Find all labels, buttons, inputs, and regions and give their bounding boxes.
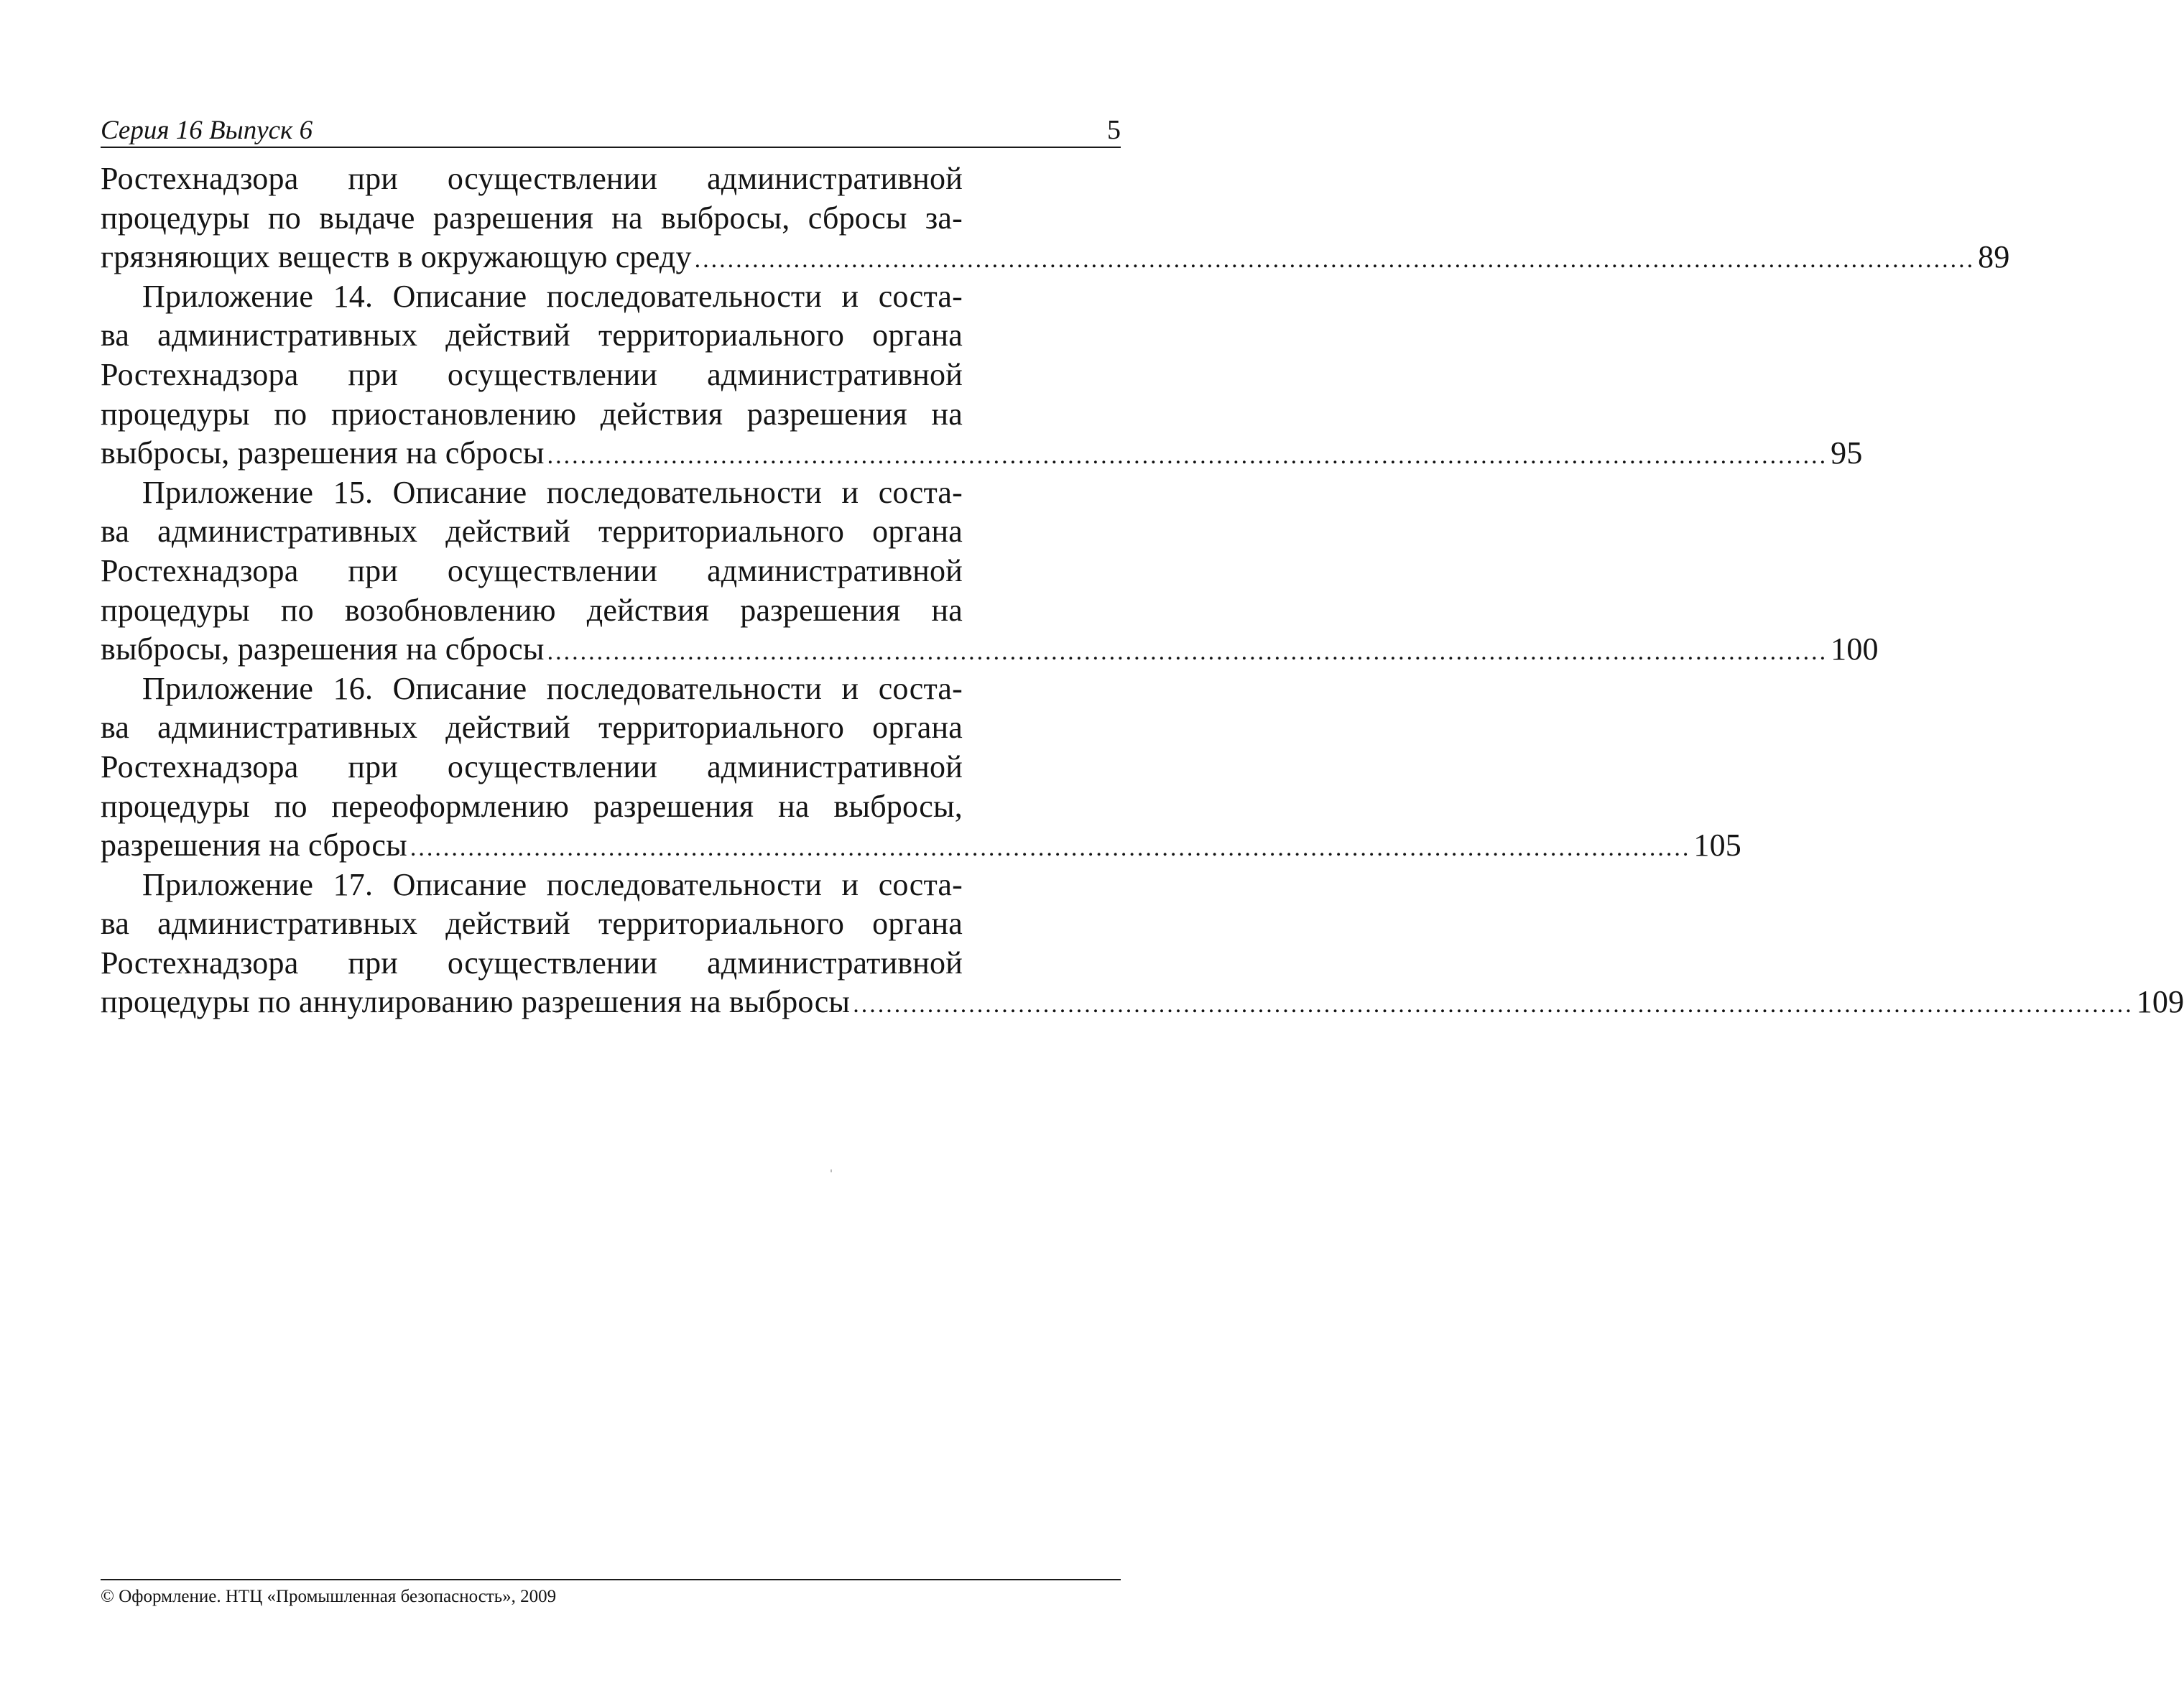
toc-line: Ростехнадзора при осуществлении административной: [101, 161, 963, 196]
toc-line: процедуры по аннулированию разрешения на выбросы: [101, 984, 851, 1020]
toc-line: ва административных действий территориального органа: [101, 710, 963, 746]
toc-entry: [101, 277, 1863, 473]
toc-entry: [101, 159, 2010, 277]
toc-line: ва административных действий территориального органа: [101, 906, 963, 942]
leader-dots: ...........................................................................................................................................................: [694, 246, 1976, 274]
toc-line: Ростехнадзора при осуществлении административной: [101, 945, 963, 981]
toc-line: Ростехнадзора при осуществлении административной: [101, 749, 963, 784]
leader-dots: ...........................................................................................................................................................: [547, 639, 1828, 666]
toc-last-line: [101, 983, 2184, 1022]
toc-line: процедуры по переоформлению разрешения на выбросы,: [101, 788, 963, 824]
toc-page-number: 109: [2136, 984, 2184, 1020]
toc-line: ва административных действий территориального органа: [101, 514, 963, 550]
leader-dots: ...........................................................................................................................................................: [853, 991, 2134, 1019]
page-number: 5: [1107, 115, 1121, 145]
series-title: Серия 16 Выпуск 6: [101, 116, 313, 145]
toc-line: Приложение 15. Описание последовательности и соста-: [142, 474, 963, 510]
toc-line: разрешения на сбросы: [101, 828, 407, 863]
toc-entry: [101, 669, 1742, 866]
toc-line: ва административных действий территориального органа: [101, 318, 963, 353]
toc-entry: [101, 473, 1879, 669]
toc-line: грязняющих веществ в окружающую среду: [101, 239, 692, 275]
toc-page-number: 100: [1831, 631, 1879, 667]
toc-line: Ростехнадзора при осуществлении административной: [101, 552, 963, 588]
toc-last-line: [101, 238, 2010, 277]
running-header: [101, 108, 1121, 148]
toc-last-line: [101, 434, 1863, 473]
toc-line: Приложение 14. Описание последовательности и соста-: [142, 278, 963, 314]
leader-dots: ...........................................................................................................................................................: [547, 442, 1828, 470]
toc-entry: [101, 866, 2184, 1022]
toc-last-line: [101, 826, 1742, 866]
table-of-contents: [101, 159, 2184, 1022]
toc-page-number: 95: [1831, 435, 1863, 471]
scan-speck: [830, 1169, 832, 1172]
toc-line: Приложение 16. Описание последовательности и соста-: [142, 670, 963, 706]
leader-dots: ...........................................................................................................................................................: [410, 835, 1691, 862]
toc-line: процедуры по выдаче разрешения на выбросы, сбросы за-: [101, 200, 963, 236]
copyright-text: © Оформление. НТЦ «Промышленная безопасность», 2009: [101, 1587, 557, 1606]
toc-line: процедуры по приостановлению действия разрешения на: [101, 396, 963, 432]
toc-line: Ростехнадзора при осуществлении административной: [101, 356, 963, 392]
toc-page-number: 105: [1693, 828, 1742, 863]
toc-line: выбросы, разрешения на сбросы: [101, 631, 545, 667]
footer: [101, 1579, 1121, 1608]
toc-line: Приложение 17. Описание последовательности и соста-: [142, 866, 963, 902]
toc-page-number: 89: [1978, 239, 2010, 275]
toc-last-line: [101, 630, 1879, 669]
toc-line: выбросы, разрешения на сбросы: [101, 435, 545, 471]
toc-line: процедуры по возобновлению действия разрешения на: [101, 592, 963, 628]
